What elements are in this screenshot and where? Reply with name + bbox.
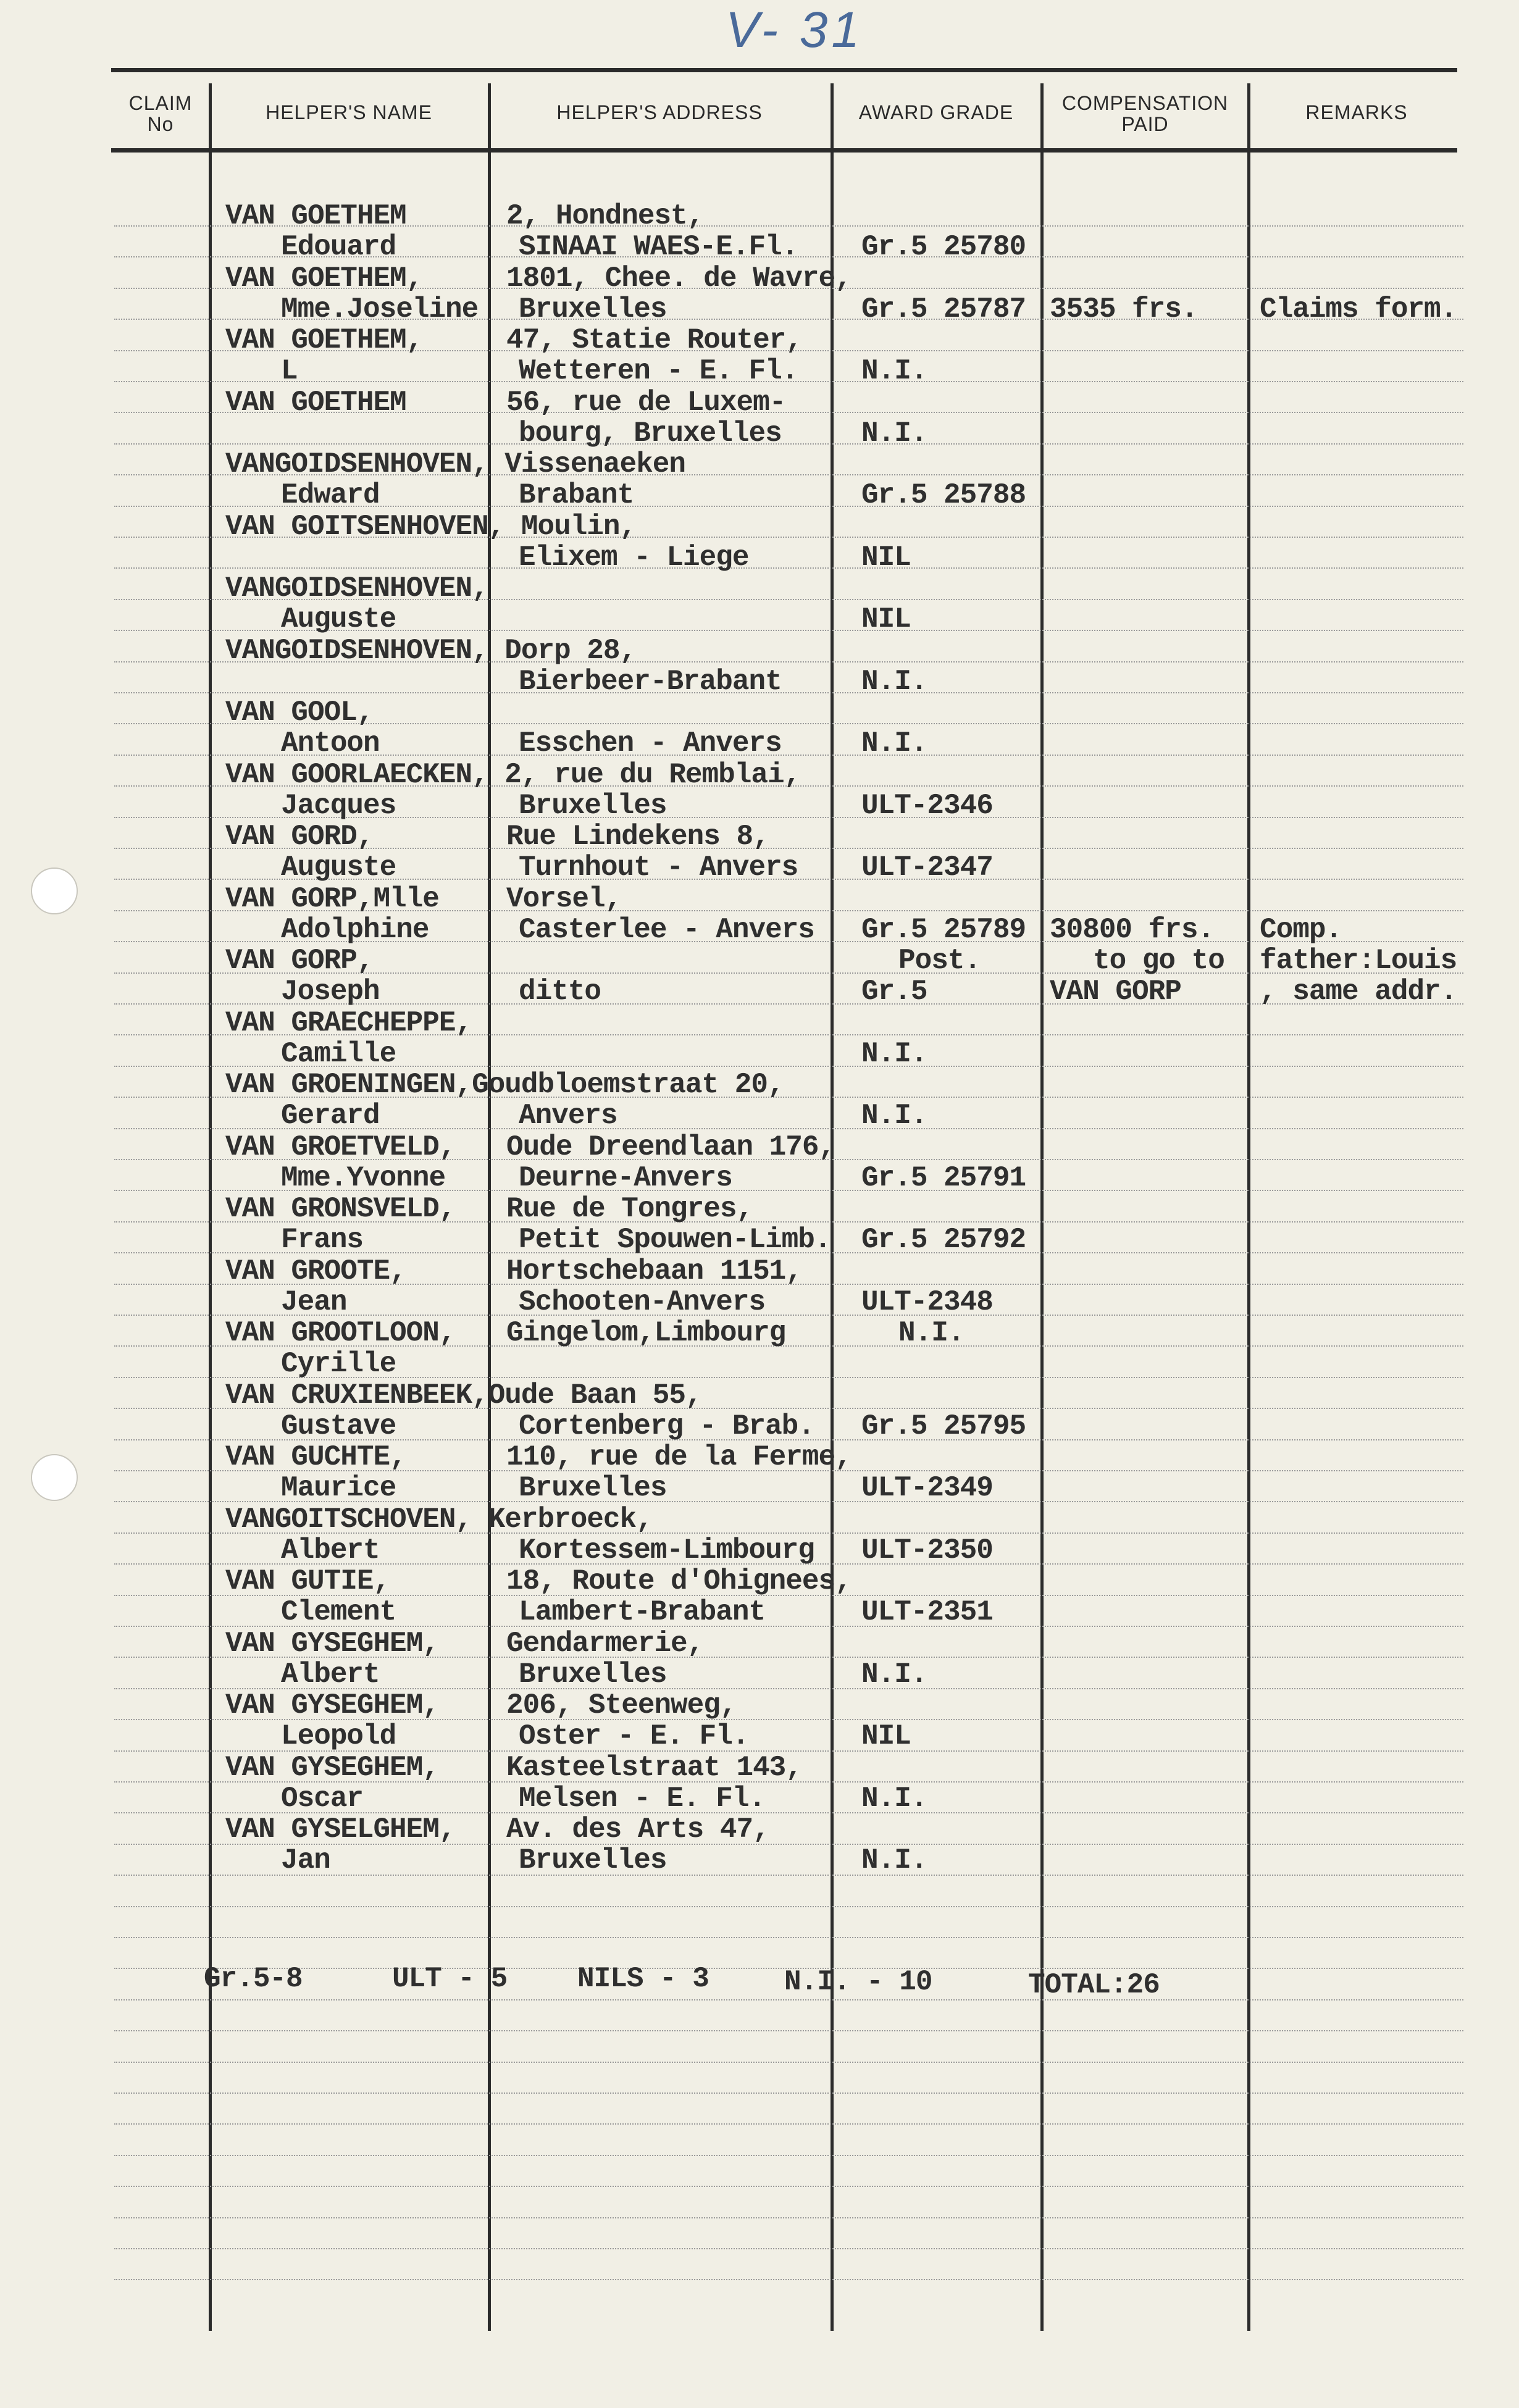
helper-surname: VAN GOITSENHOVEN, Moulin, (225, 511, 637, 543)
ruled-line (114, 2030, 1463, 2031)
helper-surname: VAN GYSEGHEM, (225, 1689, 439, 1721)
top-rule (111, 68, 1457, 72)
address-line-2: SINAAI WAES-E.Fl. (519, 231, 798, 263)
address-line-1: Gingelom,Limbourg (506, 1317, 786, 1349)
helper-surname: VANGOIDSENHOVEN, (225, 572, 488, 604)
address-line-1: 1801, Chee. de Wavre, (506, 262, 852, 295)
column-divider (1247, 83, 1250, 2331)
address-line-2: Anvers (519, 1100, 617, 1132)
ruled-line (114, 692, 1463, 693)
remarks-line-2: Claims form. (1260, 293, 1457, 325)
helper-given-name: Frans (281, 1224, 364, 1256)
award-grade: ULT-2348 (861, 1286, 993, 1318)
ruled-line (114, 2217, 1463, 2218)
helper-given-name: Leopold (281, 1720, 396, 1752)
award-grade: N.I. (861, 417, 927, 449)
helper-surname: VAN GOETHEM, (225, 324, 423, 356)
helper-given-name: Mme.Yvonne (281, 1162, 446, 1194)
summary-total: TOTAL:26 (1028, 1969, 1160, 2001)
reference-mark: V- 31 (726, 2, 863, 58)
helper-surname: VAN GYSEGHEM, (225, 1752, 439, 1784)
address-line-1: 18, Route d'Ohignees, (506, 1565, 852, 1597)
address-line-1: Kasteelstraat 143, (506, 1752, 802, 1784)
award-grade: N.I. (861, 727, 927, 759)
helper-given-name: Mme.Joseline (281, 293, 479, 325)
helper-given-name: Jacques (281, 790, 396, 822)
address-line-1: 2, Hondnest, (506, 200, 704, 232)
helper-surname: VAN CRUXIENBEEK,Oude Baan 55, (225, 1379, 702, 1411)
award-grade: Gr.5 (861, 976, 927, 1008)
helper-given-name: Auguste (281, 603, 396, 635)
remarks-line-1: father:Louis (1260, 945, 1457, 977)
award-grade: ULT-2350 (861, 1534, 993, 1566)
helper-surname: VAN GROENINGEN,Goudbloemstraat 20, (225, 1069, 784, 1101)
award-grade: Gr.5 25787 (861, 293, 1026, 325)
address-line-1: Vorsel, (506, 883, 622, 915)
helper-given-name: L (281, 355, 298, 387)
award-grade: Gr.5 25792 (861, 1224, 1026, 1256)
address-line-1: 110, rue de la Ferme, (506, 1441, 852, 1473)
helper-given-name: Adolphine (281, 914, 429, 946)
helper-surname: VAN GOETHEM, (225, 262, 423, 295)
helper-given-name: Maurice (281, 1472, 396, 1504)
address-line-2: Schooten-Anvers (519, 1286, 766, 1318)
ruled-line (114, 443, 1463, 445)
helper-surname: VAN GROOTE, (225, 1255, 406, 1287)
award-grade: N.I. (861, 1844, 927, 1876)
address-line-2: Melsen - E. Fl. (519, 1783, 766, 1815)
address-line-2: bourg, Bruxelles (519, 417, 782, 449)
award-grade: NIL (861, 603, 911, 635)
award-grade: NIL (861, 541, 911, 574)
ruled-line (114, 2092, 1463, 2094)
award-grade: N.I. (861, 666, 927, 698)
address-line-1: 206, Steenweg, (506, 1689, 737, 1721)
helper-surname: VAN GYSEGHEM, (225, 1628, 439, 1660)
ruled-line (114, 1999, 1463, 2000)
address-line-2: Cortenberg - Brab. (519, 1410, 814, 1442)
address-line-2: Kortessem-Limbourg (519, 1534, 814, 1566)
address-line-2: Casterlee - Anvers (519, 914, 814, 946)
helper-given-name: Jan (281, 1844, 330, 1876)
award-grade: Gr.5 25780 (861, 231, 1026, 263)
award-grade: Gr.5 25788 (861, 479, 1026, 511)
helper-surname: VAN GOORLAECKEN, 2, rue du Remblai, (225, 759, 801, 791)
address-line-2: Deurne-Anvers (519, 1162, 732, 1194)
helper-surname: VAN GROETVELD, (225, 1131, 456, 1163)
helper-surname: VAN GORP, (225, 945, 374, 977)
address-line-2: Bruxelles (519, 293, 667, 325)
award-grade: Gr.5 25789 (861, 914, 1026, 946)
address-line-2: Elixem - Liege (519, 541, 749, 574)
address-line-1: Rue de Tongres, (506, 1193, 753, 1225)
ruled-line (114, 2062, 1463, 2063)
helper-surname: VANGOITSCHOVEN, Kerbroeck, (225, 1503, 653, 1536)
award-grade: NIL (861, 1720, 911, 1752)
address-line-1: Av. des Arts 47, (506, 1813, 769, 1846)
helper-surname: VAN GOOL, (225, 696, 374, 729)
award-grade-note: Post. (898, 945, 981, 977)
header-rule (111, 148, 1457, 153)
address-line-2: Oster - E. Fl. (519, 1720, 749, 1752)
helper-surname: VAN GORD, (225, 821, 374, 853)
ruled-line (114, 2155, 1463, 2156)
header-helper-address: HELPER'S ADDRESS (556, 101, 763, 123)
address-line-1: 56, rue de Luxem- (506, 387, 786, 419)
ruled-line (114, 2123, 1463, 2125)
address-line-2: Bruxelles (519, 1658, 667, 1691)
award-grade-note: N.I. (898, 1317, 965, 1349)
ruled-line (114, 567, 1463, 569)
address-line-2: Bierbeer-Brabant (519, 666, 782, 698)
remarks-line-2: Comp. (1260, 914, 1342, 946)
compensation-amount: 3535 frs. (1050, 293, 1198, 325)
ruled-line (114, 2279, 1463, 2280)
award-grade: N.I. (861, 1100, 927, 1132)
helper-given-name: Cyrille (281, 1348, 396, 1380)
helper-given-name: Gerard (281, 1100, 380, 1132)
helper-surname: VAN GOETHEM (225, 387, 406, 419)
address-line-2: Brabant (519, 479, 634, 511)
award-grade: Gr.5 25795 (861, 1410, 1026, 1442)
header-helper-name: HELPER'S NAME (266, 101, 432, 123)
header-claim-no: CLAIM No (128, 92, 193, 135)
helper-given-name: Oscar (281, 1783, 364, 1815)
address-line-2: Bruxelles (519, 790, 667, 822)
address-line-1: Hortschebaan 1151, (506, 1255, 802, 1287)
helper-surname: VAN GUCHTE, (225, 1441, 406, 1473)
address-line-2: Petit Spouwen-Limb. (519, 1224, 831, 1256)
award-grade: ULT-2351 (861, 1596, 993, 1628)
compensation-amount: VAN GORP (1050, 976, 1181, 1008)
address-line-2: ditto (519, 976, 601, 1008)
award-grade: ULT-2349 (861, 1472, 993, 1504)
ruled-line (114, 1906, 1463, 1907)
helper-given-name: Auguste (281, 851, 396, 884)
helper-given-name: Clement (281, 1596, 396, 1628)
header-remarks: REMARKS (1305, 101, 1408, 123)
punch-hole (31, 1454, 78, 1501)
helper-surname: VAN GRONSVELD, (225, 1193, 456, 1225)
helper-given-name: Antoon (281, 727, 380, 759)
address-line-2: Turnhout - Anvers (519, 851, 798, 884)
ruled-line (114, 2248, 1463, 2249)
helper-surname: VANGOIDSENHOVEN, Dorp 28, (225, 635, 637, 667)
helper-given-name: Gustave (281, 1410, 396, 1442)
helper-surname: VAN GRAECHEPPE, (225, 1007, 472, 1039)
helper-surname: VAN GOETHEM (225, 200, 406, 232)
summary-ni: N.I. - 10 (784, 1966, 932, 1998)
punch-hole (31, 867, 78, 914)
address-line-1: Gendarmerie, (506, 1628, 704, 1660)
helper-surname: VANGOIDSENHOVEN, Vissenaeken (225, 448, 685, 480)
summary-nils: NILS - 3 (577, 1963, 709, 1995)
address-line-2: Lambert-Brabant (519, 1596, 766, 1628)
helper-surname: VAN GUTIE, (225, 1565, 390, 1597)
helper-surname: VAN GYSELGHEM, (225, 1813, 456, 1846)
helper-given-name: Joseph (281, 976, 380, 1008)
award-grade: N.I. (861, 1783, 927, 1815)
address-line-1: Oude Dreendlaan 176, (506, 1131, 835, 1163)
address-line-2: Bruxelles (519, 1472, 667, 1504)
remarks-line-2: , same addr. (1260, 976, 1457, 1008)
compensation-note: to go to (1093, 945, 1224, 977)
helper-surname: VAN GORP,Mlle (225, 883, 439, 915)
helper-given-name: Edouard (281, 231, 396, 263)
compensation-amount: 30800 frs. (1050, 914, 1215, 946)
helper-given-name: Albert (281, 1534, 380, 1566)
summary-ult: ULT - 5 (392, 1963, 508, 1995)
award-grade: ULT-2347 (861, 851, 993, 884)
award-grade: N.I. (861, 1658, 927, 1691)
helper-given-name: Albert (281, 1658, 380, 1691)
address-line-2: Esschen - Anvers (519, 727, 782, 759)
header-award-grade: AWARD GRADE (858, 101, 1014, 123)
summary-gr5: Gr.5-8 (204, 1963, 303, 1995)
ruled-line (114, 2186, 1463, 2187)
address-line-1: Rue Lindekens 8, (506, 821, 769, 853)
award-grade: N.I. (861, 1038, 927, 1070)
award-grade: ULT-2346 (861, 790, 993, 822)
address-line-2: Bruxelles (519, 1844, 667, 1876)
award-grade: N.I. (861, 355, 927, 387)
address-line-1: 47, Statie Router, (506, 324, 802, 356)
helper-given-name: Edward (281, 479, 380, 511)
address-line-2: Wetteren - E. Fl. (519, 355, 798, 387)
header-compensation-paid: COMPENSATION PAID (1061, 92, 1229, 135)
award-grade: Gr.5 25791 (861, 1162, 1026, 1194)
helper-given-name: Camille (281, 1038, 396, 1070)
ruled-line (114, 1937, 1463, 1938)
helper-given-name: Jean (281, 1286, 347, 1318)
helper-surname: VAN GROOTLOON, (225, 1317, 456, 1349)
